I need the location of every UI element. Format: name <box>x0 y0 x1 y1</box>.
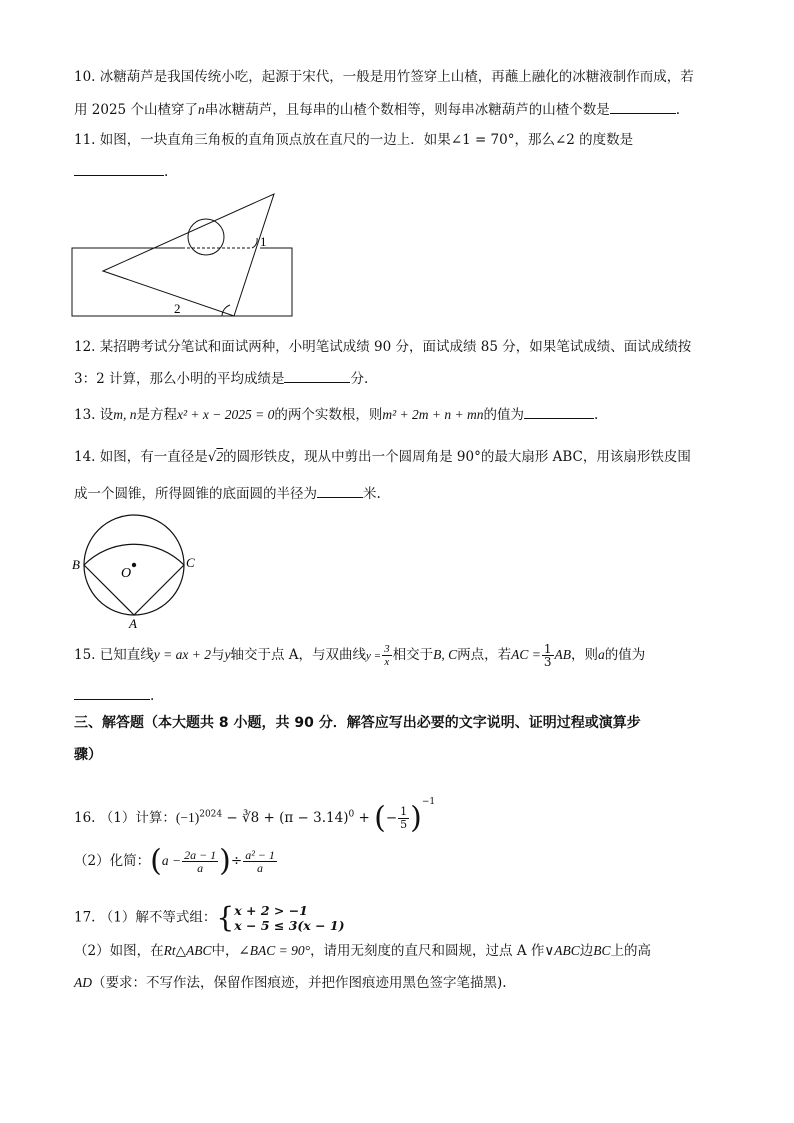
q15-line1 <box>74 643 645 668</box>
q15-ratio-den: 3 <box>543 655 552 669</box>
q17-rt-triangle: Rt△ABC <box>163 943 212 958</box>
q17-text-a: （2）如图，在 <box>74 943 164 959</box>
right-paren: ) <box>410 800 422 836</box>
q15-ac-lhs: AC = <box>511 647 541 662</box>
q13-answer-blank[interactable] <box>524 404 594 419</box>
q17-requirement: （要求：不写作法，保留作图痕迹，并把作图痕迹用黑色签字笔描黑). <box>92 975 507 991</box>
section3-heading-line1 <box>74 713 641 733</box>
label-A: A <box>129 616 137 628</box>
q17-text-e: 上的高 <box>610 943 652 959</box>
brace-symbol: { <box>216 901 235 934</box>
q15-hyp-den: x <box>384 656 390 668</box>
inequality-1: x + 2 > −1 <box>234 903 308 918</box>
q16-term1-exp: 2024 <box>199 809 223 820</box>
q11-answer-blank[interactable] <box>74 161 164 176</box>
q15-y-var: y <box>224 647 231 662</box>
q17-triangle: ∨ABC <box>544 943 580 958</box>
q13-text-c: 的两个实数根，则 <box>274 407 383 423</box>
q15-points: B, C <box>433 647 458 662</box>
q15-answer-blank[interactable] <box>74 685 150 700</box>
q16-neg-sign: − <box>385 810 398 826</box>
q15-text-f: ，则 <box>571 647 598 663</box>
label-C: C <box>186 555 195 570</box>
section3-title-cont: 骤） <box>74 747 102 763</box>
q17-angle: ∠BAC = 90° <box>238 943 311 958</box>
q15-hyp-lhs: y = <box>366 650 382 662</box>
q12-line1 <box>74 337 691 357</box>
q10-period: . <box>675 102 680 118</box>
q16-p2-divide: ÷ <box>230 853 243 869</box>
q11-line1 <box>74 130 633 150</box>
q17-text-c: ，请用无刻度的直尺和圆规，过点 A 作 <box>310 943 545 959</box>
q10-line1 <box>74 67 694 87</box>
q16-term2-exp: 0 <box>348 809 355 820</box>
q17-p1-label: 17. （1）解不等式组： <box>74 909 217 926</box>
q14-sqrt-value: 2 <box>216 449 224 464</box>
q16-p2-f2-den: a <box>257 861 264 875</box>
q16-p2-f2-num: a² − 1 <box>245 848 275 862</box>
q13-period: . <box>594 407 599 423</box>
q16-term1: (−1) <box>175 810 200 825</box>
q16-part1 <box>74 788 436 836</box>
q10-line2 <box>74 99 680 120</box>
q15-ratio-fraction <box>542 643 554 668</box>
q14-line1 <box>74 447 691 467</box>
q15-text-b: 与 <box>210 647 225 663</box>
q16-part2 <box>74 843 278 879</box>
q17-text-b: 中， <box>211 943 239 959</box>
label-O: O <box>121 566 132 581</box>
q13-text-d: 的值为 <box>483 407 525 423</box>
q15-hyp-fraction <box>382 643 392 668</box>
q12-text1: 12. 某招聘考试分笔试和面试两种，小明笔试成绩 90 分，面试成绩 85 分，如果笔试成绩、面试成绩按 <box>74 339 692 355</box>
q11-period: . <box>164 164 169 180</box>
section3-heading-line2 <box>74 745 102 765</box>
q17-text-d: 边 <box>579 943 594 959</box>
q16-frac-den: 5 <box>400 818 408 831</box>
q16-term3-exp: −1 <box>421 797 436 807</box>
q15-line2 <box>74 685 154 706</box>
q13-text-b: 是方程 <box>136 407 178 423</box>
sector-arc <box>84 544 184 565</box>
q12-answer-blank[interactable] <box>284 368 350 383</box>
q14-text2a: 成一个圆锥，所得圆锥的底面圆的半径为 <box>74 486 317 502</box>
left-paren-2: ( <box>150 843 162 879</box>
q17-side-bc: BC <box>593 943 611 958</box>
q17-part2-line1 <box>74 941 651 961</box>
q13-line <box>74 404 598 425</box>
q11-text: 11. 如图，一块直角三角板的直角顶点放在直尺的一边上．如果∠1 = 70°，那么∠2 的度数是 <box>74 132 634 148</box>
q16-p1-label: 16. （1）计算： <box>74 810 176 826</box>
q17-altitude-ad: AD <box>74 975 92 990</box>
q15-line-eq: y = ax + 2 <box>153 647 211 662</box>
q11-line2 <box>74 161 168 182</box>
q16-p2-label: （2）化简： <box>74 853 151 869</box>
q17-part2-line2 <box>74 973 507 993</box>
q16-term2: − ∛8 + (π − 3.14) <box>222 810 349 826</box>
q15-text-c: 轴交于点 A，与双曲线 <box>230 647 367 663</box>
q10-text2b: 串冰糖葫芦，且每串的山楂个数相等，则每串冰糖葫芦的山楂个数是 <box>204 102 610 118</box>
q11-figure <box>70 190 300 320</box>
q13-text-a: 13. 设 <box>74 407 114 423</box>
q16-fraction <box>398 806 409 831</box>
q10-text2a: 用 2025 个山楂穿了 <box>74 102 198 118</box>
section3-title: 三、解答题（本大题共 8 小题，共 90 分．解答应写出必要的文字说明、证明过程或演算步 <box>74 715 641 731</box>
center-point <box>132 563 136 567</box>
q15-text-g: 的值为 <box>604 647 646 663</box>
q15-period: . <box>150 688 155 704</box>
q13-expression: m² + 2m + n + mn <box>382 407 484 422</box>
q13-equation: x² + x − 2025 = 0 <box>177 407 275 422</box>
inequality-system <box>234 903 344 933</box>
q10-var-n: n <box>197 102 205 117</box>
q12-line2 <box>74 368 368 389</box>
inequality-2: x − 5 ≤ 3(x − 1) <box>234 918 345 933</box>
q15-ac-rhs: AB <box>554 647 571 662</box>
label-angle2: 2 <box>174 301 181 316</box>
q14-answer-blank[interactable] <box>317 483 363 498</box>
q17-part1 <box>74 903 345 933</box>
sector-edge-ac <box>134 565 184 615</box>
q16-p2-fraction1 <box>182 849 218 874</box>
q13-vars: m, n <box>113 407 137 422</box>
q12-text2a: 3：2 计算，那么小明的平均成绩是 <box>74 371 285 387</box>
q10-answer-blank[interactable] <box>610 99 676 114</box>
q12-text2b: 分. <box>350 371 369 387</box>
q14-text1b: 的圆形铁皮，现从中剪出一个圆周角是 90°的最大扇形 ABC，用该扇形铁皮围 <box>223 449 691 465</box>
q16-frac-num: 1 <box>400 805 408 818</box>
q16-p2-fraction2 <box>243 849 277 874</box>
label-angle1: 1 <box>260 234 267 249</box>
q14-text1a: 14. 如图，有一直径是 <box>74 449 208 465</box>
q15-text-e: 两点，若 <box>457 647 512 663</box>
sqrt-symbol: √ <box>207 449 217 465</box>
q16-plus: + <box>354 810 375 826</box>
q16-p2-f1-den: a <box>197 861 204 875</box>
ruler-rect <box>72 248 292 316</box>
q16-p2-a: a − <box>161 853 182 868</box>
q15-a-var: a <box>598 647 605 662</box>
q15-ratio-num: 1 <box>543 642 552 656</box>
q16-p2-f1-num: 2a − 1 <box>184 848 217 862</box>
left-paren: ( <box>374 800 386 836</box>
q14-text2b: 米. <box>363 486 381 502</box>
q10-text1: 10. 冰糖葫芦是我国传统小吃，起源于宋代，一般是用竹签穿上山楂，再蘸上融化的冰糖液制作而成，若 <box>74 69 694 85</box>
label-B: B <box>72 557 80 572</box>
q15-hyp-num: 3 <box>384 643 390 655</box>
q14-line2 <box>74 483 381 504</box>
set-square-triangle <box>103 194 274 316</box>
q15-text-a: 15. 已知直线 <box>74 647 154 663</box>
right-paren-2: ) <box>219 843 231 879</box>
q15-text-d: 相交于 <box>392 647 434 663</box>
q14-figure <box>70 510 200 628</box>
